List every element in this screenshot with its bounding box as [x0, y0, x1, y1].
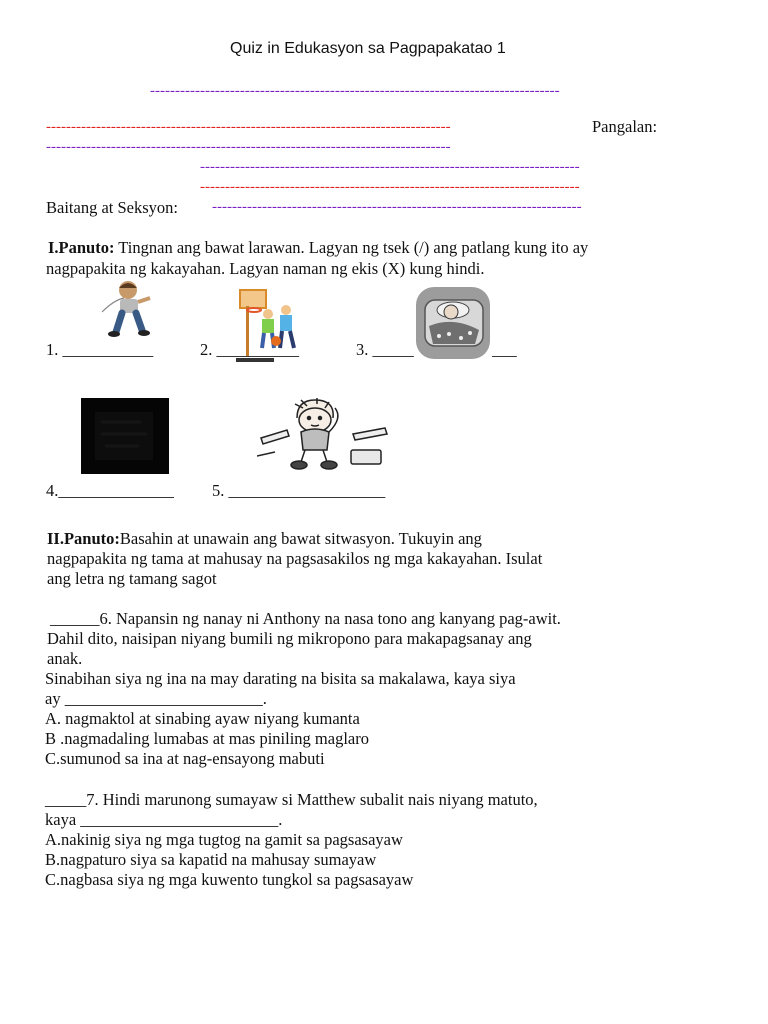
- question6-option-b: B .nagmadaling lumabas at mas piniling maglaro: [45, 729, 369, 748]
- question7-option-c: C.nagbasa siya ng mga kuwento tungkol sa pagsasayaw: [45, 870, 414, 889]
- grade-section-label: Baitang at Seksyon:: [46, 198, 178, 217]
- answer-blank-3[interactable]: 3. _____: [356, 340, 414, 359]
- answer-blank-2[interactable]: 2. __________: [200, 340, 299, 359]
- dash-line-4: ----------------------------------------------------------------------------: [200, 159, 580, 175]
- dash-line-5: ----------------------------------------------------------------------------: [200, 179, 580, 195]
- boy-scratching-head-icon: [257, 398, 397, 472]
- question6-line5: ay ________________________.: [45, 689, 267, 708]
- grade-dashes: --------------------------------------------------------------------------: [212, 199, 582, 215]
- dash-line-1: ----------------------------------------------------------------------------------: [150, 83, 560, 99]
- section1-instruction-text: Tingnan ang bawat larawan. Lagyan ng tsek (/) ang patlang kung ito ay: [114, 238, 589, 257]
- section2-instruction-line1: [47, 529, 482, 549]
- dash-line-2: ---------------------------------------------------------------------------------: [46, 119, 451, 135]
- dash-line-3: ---------------------------------------------------------------------------------: [46, 139, 451, 155]
- answer-blank-4[interactable]: 4.______________: [46, 481, 174, 500]
- boy-singing-icon: [94, 276, 160, 340]
- boy-sleeping-icon: [415, 286, 491, 360]
- question7-line1: _____7. Hindi marunong sumayaw si Matthew subalit nais niyang matuto,: [45, 790, 538, 809]
- question7-option-a: A.nakinig siya ng mga tugtog na gamit sa pagsasayaw: [45, 830, 403, 849]
- section2-instruction-line2: nagpapakita ng tama at mahusay na pagsasakilos ng mga kakayahan. Isulat: [47, 549, 543, 568]
- question7-option-b: B.nagpaturo siya sa kapatid na mahusay sumayaw: [45, 850, 377, 869]
- question6-line3: anak.: [47, 649, 83, 668]
- answer-blank-1[interactable]: 1. ___________: [46, 340, 154, 359]
- question6-line1: ______6. Napansin ng nanay ni Anthony na nasa tono ang kanyang pag-awit.: [50, 609, 561, 628]
- section1-heading: I.Panuto:: [48, 238, 115, 257]
- section2-instruction-text: Basahin at unawain ang bawat sitwasyon. Tukuyin ang: [119, 529, 482, 548]
- question6-line4: Sinabihan siya ng ina na may darating na bisita sa makalawa, kaya siya: [45, 669, 516, 688]
- name-label: Pangalan:: [592, 117, 658, 136]
- question6-option-a: A. nagmaktol at sinabing ayaw niyang kumanta: [45, 709, 360, 728]
- question7-line2: kaya ________________________.: [45, 810, 283, 829]
- answer-blank-3-end: ___: [492, 340, 517, 359]
- answer-blank-5[interactable]: 5. ___________________: [212, 481, 386, 500]
- section1-instruction-line2: nagpapakita ng kakayahan. Lagyan naman ng ekis (X) kung hindi.: [46, 259, 485, 278]
- section2-instruction-line3: ang letra ng tamang sagot: [47, 569, 217, 588]
- quiz-title: Quiz in Edukasyon sa Pagpapakatao 1: [230, 40, 506, 57]
- section1-instruction-line1: [48, 238, 588, 258]
- question6-option-c: C.sumunod sa ina at nag-ensayong mabuti: [45, 749, 325, 768]
- dark-square-image-icon: [81, 398, 169, 474]
- question6-line2: Dahil dito, naisipan niyang bumili ng mikropono para makapagsanay ang: [47, 629, 532, 648]
- section2-heading: II.Panuto:: [47, 529, 120, 548]
